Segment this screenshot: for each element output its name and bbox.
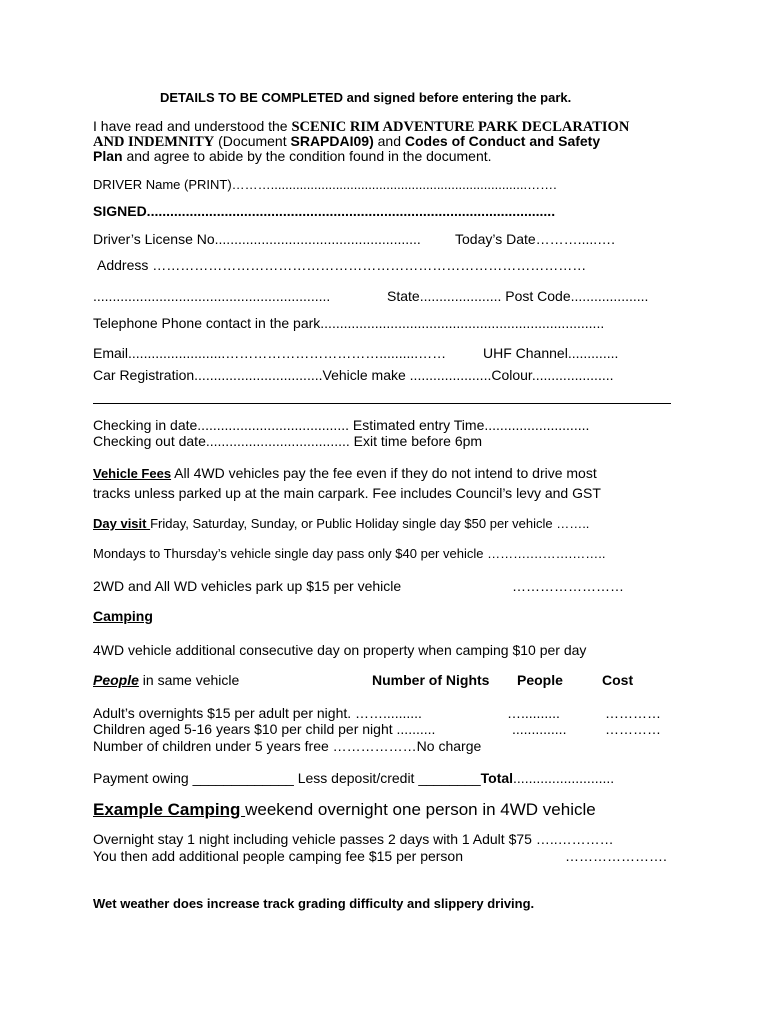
day-visit-label: Day visit: [93, 516, 151, 531]
checkin-field[interactable]: Checking in date....................................... Estimated entry Time...........................: [93, 417, 590, 433]
total-label: Total: [480, 770, 514, 786]
license-field[interactable]: Driver’s License No.....................................................: [93, 231, 421, 247]
example-camping-text: weekend overnight one person in 4WD vehicle: [245, 800, 596, 819]
day-visit-text: Friday, Saturday, Sunday, or Public Holiday single day $50 per vehicle ……..: [150, 516, 590, 531]
example-line-2: You then add additional people camping fee $15 per person: [93, 848, 463, 864]
adults-row: Adult’s overnights $15 per adult per night. ……..........: [93, 705, 422, 721]
under-five-row: Number of children under 5 years free ………………No charge: [93, 738, 482, 754]
people-label: People: [93, 672, 139, 688]
payment-text: Payment owing _____________ Less deposit/credit ________: [93, 770, 481, 786]
intro-text: I have read and understood the: [93, 118, 292, 134]
divider-line: [93, 403, 671, 404]
address-field[interactable]: Address …………………………………………………………………………………: [97, 257, 587, 273]
two-wd-fill[interactable]: ……………………: [512, 578, 624, 594]
wet-weather-warning: Wet weather does increase track grading difficulty and slippery driving.: [93, 896, 535, 911]
example-line-2-fill[interactable]: ………………….: [565, 848, 667, 864]
driver-name-field[interactable]: DRIVER Name (PRINT)……….......................................................................…….: [93, 177, 557, 192]
two-wd-line: 2WD and All WD vehicles park up $15 per vehicle: [93, 578, 402, 594]
document-code: SRAPDAI09): [290, 133, 374, 149]
telephone-field[interactable]: Telephone Phone contact in the park.........................................................................: [93, 315, 605, 331]
signature-field[interactable]: SIGNED.........................................................................................................: [93, 203, 556, 219]
payment-line[interactable]: [93, 770, 614, 787]
example-line-1: Overnight stay 1 night including vehicle passes 2 days with 1 Adult $75 …..…………: [93, 831, 614, 847]
weekday-pass-line: Mondays to Thursday’s vehicle single day pass only $40 per vehicle ……….……….……..: [93, 546, 606, 561]
plan-bold: Plan: [93, 148, 123, 164]
checkout-field[interactable]: Checking out date..................................... Exit time before 6pm: [93, 433, 483, 449]
total-field[interactable]: ..........................: [513, 770, 615, 786]
email-field[interactable]: Email.........................……………………………..........……: [93, 345, 447, 361]
consecutive-day-line: 4WD vehicle additional consecutive day on property when camping $10 per day: [93, 642, 587, 658]
example-camping-label: Example Camping: [93, 800, 246, 819]
children-row: Children aged 5-16 years $10 per child per night ..........: [93, 721, 436, 737]
address-line-2[interactable]: .............................................................: [93, 288, 331, 304]
vehicle-fees-line-2: tracks unless parked up at the main carpark. Fee includes Council’s levy and GST: [93, 485, 601, 501]
uhf-channel-field[interactable]: UHF Channel.............: [483, 345, 619, 361]
day-visit-line: [93, 515, 589, 532]
form-heading: DETAILS TO BE COMPLETED and signed before entering the park.: [160, 90, 572, 105]
people-line: [93, 672, 239, 689]
camping-heading: Camping: [93, 608, 153, 624]
declaration-title: SCENIC RIM ADVENTURE PARK DECLARATION: [291, 119, 630, 135]
people-text: in same vehicle: [138, 672, 240, 688]
col-header-people: People: [517, 672, 563, 688]
col-header-nights: Number of Nights: [372, 672, 490, 688]
today-date-field[interactable]: Today’s Date……….....….: [455, 231, 616, 247]
intro-text: and agree to abide by the condition found in the document.: [122, 148, 492, 164]
codes-of-conduct: Codes of Conduct and Safety: [404, 133, 601, 149]
vehicle-fees-text: All 4WD vehicles pay the fee even if they do not intend to drive most: [171, 465, 597, 481]
declaration-title-cont: AND INDEMNITY: [93, 134, 215, 150]
adults-cost-field[interactable]: …………: [605, 705, 661, 721]
vehicle-fees-label: Vehicle Fees: [93, 466, 172, 481]
intro-text: (Document: [214, 133, 291, 149]
adults-people-field[interactable]: …..........: [507, 705, 560, 721]
children-cost-field[interactable]: …………: [605, 721, 661, 737]
example-camping-line: [93, 800, 596, 820]
vehicle-fees-line-1: [93, 465, 597, 482]
intro-line-3: [93, 148, 492, 165]
vehicle-details-field[interactable]: Car Registration.................................Vehicle make .....................Colour.....................: [93, 367, 614, 383]
state-postcode-field[interactable]: State..................... Post Code....................: [387, 288, 649, 304]
col-header-cost: Cost: [602, 672, 634, 688]
children-people-field[interactable]: ..............: [512, 721, 567, 737]
intro-text: and: [373, 133, 405, 149]
